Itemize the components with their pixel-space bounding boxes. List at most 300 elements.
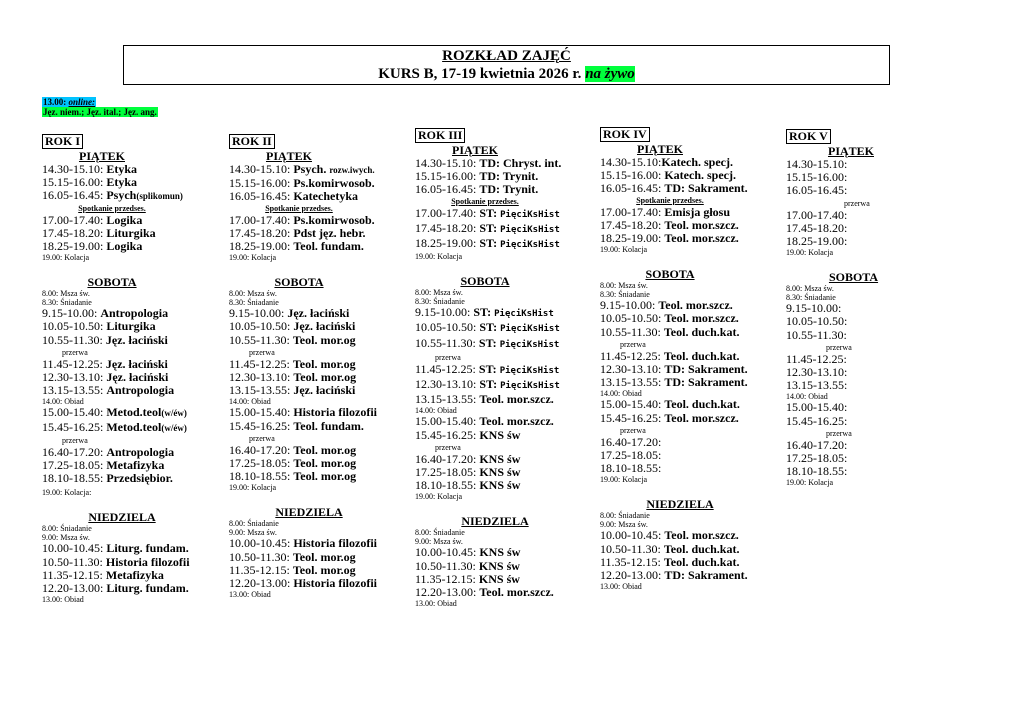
lesson-row	[42, 384, 217, 397]
day-saturday: SOBOTA	[274, 275, 324, 290]
lesson-time: 16.05-16.45:	[42, 188, 107, 203]
lesson-time: 13.15-13.55:	[600, 375, 665, 390]
lesson-time: 17.45-18.20:	[415, 220, 480, 235]
break-note: przerwa	[62, 347, 88, 357]
lesson-time: 18.25-19.00:	[786, 234, 848, 249]
page-title: ROZKŁAD ZAJĘĆ	[442, 48, 571, 64]
lesson-subject: Emisja głosu	[664, 204, 731, 219]
mass-note: 9.00: Msza św.	[42, 533, 90, 543]
mass-note: 8.00: Msza św.	[229, 289, 277, 299]
lesson-time: 14.30-15.10:	[42, 162, 107, 176]
lesson-subject: Teol. mor.szcz.	[664, 217, 739, 232]
lesson-subject: Teol. mor.og	[293, 456, 357, 471]
lesson-time: 17.45-18.20:	[600, 217, 665, 232]
lesson-time: 18.25-19.00:	[42, 239, 107, 254]
lesson-subject: Historia filozofii	[293, 576, 377, 591]
lesson-subject: Teol. mor.og	[292, 356, 356, 371]
lesson-time: 15.15-16.00:	[786, 170, 848, 185]
lesson-subject-note: PięciKsHist	[500, 381, 560, 392]
lesson-time: 18.10-18.55:	[42, 471, 107, 486]
lesson-subject: Historia filozofii	[293, 405, 377, 420]
day-friday: PIĄTEK	[827, 144, 874, 158]
lesson-subject: Liturgika	[106, 225, 156, 240]
mass-note: 8.00: Msza św.	[42, 289, 90, 299]
dinner-note: 19.00: Kolacja	[600, 245, 648, 255]
lunch-note: 13.00: Obiad	[415, 599, 457, 609]
lesson-subject: Metod.teol	[106, 405, 162, 420]
lesson-time: 13.15-13.55:	[42, 383, 107, 398]
lesson-time: 17.00-17.40:	[786, 207, 848, 222]
lesson-time: 10.50-11.30:	[229, 549, 293, 564]
lesson-subject: Teol. mor.szcz.	[658, 298, 733, 313]
lesson-subject-note: PięciKsHist	[500, 324, 560, 335]
lesson-time: 17.00-17.40:	[415, 205, 480, 220]
lesson-row	[229, 470, 404, 483]
dinner-note: 19.00: Kolacja	[415, 492, 463, 502]
lesson-row	[786, 379, 961, 392]
lesson-subject: Teol. duch.kat.	[664, 397, 740, 412]
lesson-row	[600, 462, 775, 475]
mass-note: 9.00: Msza św.	[600, 520, 648, 530]
lesson-subject-note: PięciKsHist	[500, 209, 560, 220]
lesson-row	[415, 321, 590, 336]
lesson-time: 15.45-16.25:	[786, 413, 848, 428]
day-friday: PIĄTEK	[265, 149, 312, 163]
lesson-subject: TD: Trynit.	[479, 169, 539, 184]
lesson-time: 10.00-10.45:	[229, 536, 294, 551]
lesson-subject: Teol. mor.szcz.	[479, 414, 554, 429]
lesson-row	[786, 329, 961, 342]
lesson-subject-note: (w/éw)	[161, 422, 187, 433]
lesson-subject: TD: Sakrament.	[664, 568, 748, 583]
lesson-time: 12.20-13.00:	[600, 568, 665, 583]
lesson-subject: TD: Sakrament.	[664, 375, 748, 390]
lesson-time: 15.00-15.40:	[42, 405, 107, 420]
lesson-subject: Liturg. fundam.	[106, 541, 189, 556]
lesson-time: 15.15-16.00:	[229, 176, 294, 191]
lesson-row	[600, 232, 775, 245]
lesson-subject: ST:	[479, 320, 501, 335]
lesson-subject: KNS św	[479, 478, 521, 493]
lesson-row	[415, 207, 590, 222]
lesson-time: 18.10-18.55:	[786, 464, 848, 479]
lesson-time: 10.05-10.50:	[786, 314, 848, 329]
lesson-subject: Teol. duch.kat.	[663, 541, 740, 556]
break-note: przerwa	[249, 347, 275, 357]
lunch-note: 14.00: Obiad	[415, 406, 457, 416]
online-time-line	[42, 97, 96, 107]
lesson-row	[415, 378, 590, 393]
rok-label: ROK V	[786, 129, 831, 144]
lesson-subject: Metafizyka	[106, 458, 165, 473]
lesson-time: 12.30-13.10:	[229, 370, 294, 385]
rok-label: ROK IV	[600, 127, 650, 142]
lesson-subject: Logika	[106, 239, 143, 254]
lesson-row	[229, 334, 404, 347]
day-sunday: NIEDZIELA	[646, 497, 714, 512]
lesson-row	[415, 586, 590, 599]
lesson-subject: Teol. duch.kat.	[663, 554, 740, 569]
breakfast-note: 8.30: Śniadanie	[42, 298, 92, 308]
lesson-time: 16.05-16.45:	[229, 189, 294, 204]
column-rok-2	[229, 132, 404, 599]
lesson-subject: Jęz. łaciński	[287, 306, 350, 321]
lesson-time: 11.35-12.15:	[415, 571, 479, 586]
lesson-time: 10.05-10.50:	[600, 311, 665, 326]
break-note: przerwa	[249, 433, 275, 443]
lesson-time: 17.25-18.05:	[415, 465, 480, 480]
lesson-row	[415, 237, 590, 252]
lesson-time: 10.55-11.30:	[42, 332, 106, 347]
break-note: przerwa	[826, 342, 852, 352]
lesson-subject: Psych.	[293, 162, 330, 176]
lesson-time: 10.00-10.45:	[42, 541, 107, 556]
lesson-subject: TD: Trynit.	[479, 182, 539, 197]
lesson-subject: Katech. specj.	[661, 155, 733, 169]
lesson-time: 15.00-15.40:	[415, 414, 480, 429]
break-note: przerwa	[62, 435, 88, 445]
lesson-subject: KNS św	[478, 571, 520, 586]
lesson-subject: Ps.komirwosob.	[293, 176, 375, 191]
lesson-subject: Teol. mor.og	[292, 562, 356, 577]
lesson-row	[600, 569, 775, 582]
lesson-subject: Antropologia	[100, 306, 169, 321]
lesson-time: 16.40-17.20:	[786, 437, 848, 452]
lesson-row	[415, 429, 590, 442]
mass-note: 9.00: Msza św.	[229, 528, 277, 538]
lesson-subject: Ps.komirwosob.	[293, 212, 375, 227]
lesson-subject: KNS św	[479, 465, 521, 480]
lesson-subject: Teol. mor.szcz.	[664, 231, 739, 246]
lesson-time: 10.05-10.50:	[229, 319, 294, 334]
lesson-time: 10.55-11.30:	[415, 335, 479, 350]
lesson-subject: KNS św	[479, 427, 521, 442]
lesson-time: 14.30-15.10:	[415, 156, 480, 170]
lesson-time: 17.45-18.20:	[42, 225, 107, 240]
lunch-note: 14.00: Obiad	[600, 389, 642, 399]
lesson-subject: TD: Sakrament.	[664, 362, 748, 377]
lesson-row	[42, 421, 217, 435]
lesson-time: 11.45-12.25:	[415, 361, 479, 376]
lunch-note: 13.00: Obiad	[600, 582, 642, 592]
page-subtitle	[124, 65, 889, 83]
lesson-time: 12.30-13.10:	[600, 362, 665, 377]
lesson-time: 11.45-12.25:	[786, 351, 847, 366]
lesson-subject: Katechetyka	[293, 189, 358, 204]
lesson-time: 15.45-16.25:	[415, 427, 480, 442]
breakfast-note: 8.30: Śniadanie	[415, 297, 465, 307]
lesson-time: 17.25-18.05:	[42, 458, 107, 473]
lesson-time: 16.05-16.45:	[600, 181, 665, 196]
lesson-subject: KNS św	[479, 545, 521, 560]
column-rok-5	[786, 127, 961, 487]
lesson-row	[229, 577, 404, 590]
lesson-subject: KNS św	[479, 451, 521, 466]
lesson-time: 15.00-15.40:	[229, 405, 294, 420]
dinner-note: 19.00: Kolacja	[415, 252, 463, 262]
lesson-row	[600, 412, 775, 425]
lesson-time: 14.30-15.10:	[229, 162, 294, 176]
lesson-time: 10.05-10.50:	[42, 319, 107, 334]
break-note: przerwa	[620, 425, 646, 435]
lesson-subject: Pdst jęz. hebr.	[293, 225, 366, 240]
day-saturday: SOBOTA	[87, 275, 137, 290]
lesson-time: 13.15-13.55:	[229, 383, 294, 398]
lesson-time: 10.55-11.30:	[600, 324, 664, 339]
lesson-time: 15.00-15.40:	[786, 400, 848, 415]
lesson-time: 15.45-16.25:	[600, 410, 665, 425]
lesson-subject-note: PięciKsHist	[500, 240, 560, 251]
mass-note: 8.00: Msza św.	[786, 284, 834, 294]
lesson-row	[229, 384, 404, 397]
lesson-subject: KNS św	[478, 558, 520, 573]
lesson-time: 12.20-13.00:	[42, 581, 107, 596]
lesson-time: 16.40-17.20:	[415, 451, 480, 466]
meeting-note: Spotkanie przedses.	[451, 196, 519, 206]
meeting-note: Spotkanie przedses.	[265, 203, 333, 213]
lesson-subject: Teol. duch.kat.	[663, 324, 740, 339]
breakfast-note: 8.00: Śniadanie	[415, 528, 465, 538]
lesson-time: 10.00-10.45:	[415, 545, 480, 560]
lesson-row	[415, 306, 590, 321]
online-note	[42, 97, 158, 117]
lesson-time: 10.00-10.45:	[600, 528, 665, 543]
lesson-time: 9.15-10.00:	[415, 305, 474, 320]
lesson-row	[229, 420, 404, 433]
lesson-time: 10.55-11.30:	[229, 332, 293, 347]
lesson-subject: Historia filozofii	[293, 536, 377, 551]
lesson-subject: Antropologia	[106, 383, 175, 398]
lesson-row	[786, 415, 961, 428]
lesson-row	[42, 240, 217, 253]
lesson-subject: Teol. mor.szcz.	[664, 311, 739, 326]
breakfast-note: 8.00: Śniadanie	[600, 511, 650, 521]
lesson-row	[415, 479, 590, 492]
lesson-subject: Teol. mor.szcz.	[479, 392, 554, 407]
lesson-time: 13.15-13.55:	[786, 378, 848, 393]
lesson-subject: Teol. mor.szcz.	[479, 585, 554, 600]
lesson-row	[600, 326, 775, 339]
lesson-subject-note: PięciKsHist	[494, 309, 554, 320]
lesson-time: 18.25-19.00:	[600, 231, 665, 246]
lunch-note: 13.00: Obiad	[42, 595, 84, 605]
lesson-time: 12.30-13.10:	[786, 365, 848, 380]
lesson-subject: Katech. specj.	[664, 168, 736, 183]
mass-note: 8.00: Msza św.	[600, 281, 648, 291]
column-rok-1	[42, 132, 217, 604]
lesson-subject: Liturgika	[106, 319, 156, 334]
day-sunday: NIEDZIELA	[88, 510, 156, 525]
dinner-note: 19.00: Kolacja	[600, 475, 648, 485]
lesson-subject: Liturg. fundam.	[106, 581, 189, 596]
break-note: przerwa	[844, 198, 870, 208]
lesson-subject: Teol. mor.og	[292, 332, 356, 347]
dinner-note: 19.00: Kolacja	[786, 478, 834, 488]
lesson-row	[415, 222, 590, 237]
lesson-time: 11.45-12.25:	[229, 356, 293, 371]
lesson-row	[42, 406, 217, 420]
lesson-time: 11.35-12.15:	[229, 562, 293, 577]
mass-note: 8.00: Msza św.	[415, 288, 463, 298]
lesson-subject: TD: Chryst. int.	[479, 156, 562, 170]
lesson-subject: Przedsiębior.	[106, 471, 173, 486]
lesson-subject: Logika	[106, 212, 143, 227]
lunch-note: 13.00: Obiad	[229, 590, 271, 600]
lesson-subject: ST:	[473, 305, 495, 320]
lesson-row	[42, 189, 217, 203]
lesson-row	[600, 182, 775, 195]
lesson-subject-note: rozw.iwych.	[329, 165, 375, 175]
lesson-time: 17.25-18.05:	[786, 451, 848, 466]
lesson-row	[42, 334, 217, 347]
lesson-time: 14.30-15.10:	[600, 155, 662, 169]
lesson-time: 12.20-13.00:	[229, 576, 294, 591]
lesson-subject: Jęz. łaciński	[293, 383, 356, 398]
lesson-time: 17.25-18.05:	[600, 448, 662, 463]
lesson-time: 18.10-18.55:	[229, 469, 294, 484]
break-note: przerwa	[435, 352, 461, 362]
subtitle-text: KURS B, 17-19 kwietnia 2026 r.	[378, 66, 586, 82]
lesson-subject: Metod.teol	[106, 419, 162, 434]
lesson-subject: TD: Sakrament.	[664, 181, 748, 196]
online-label: online:	[68, 97, 96, 107]
lesson-time: 17.45-18.20:	[229, 225, 294, 240]
rok-label: ROK II	[229, 134, 275, 149]
lesson-time: 11.35-12.15:	[600, 554, 664, 569]
lesson-subject: Etyka	[106, 175, 138, 190]
lesson-subject: Teol. mor.og	[293, 370, 357, 385]
lesson-time: 9.15-10.00:	[600, 298, 659, 313]
dinner-note: 19.00: Kolacja	[229, 253, 277, 263]
lesson-time: 18.25-19.00:	[229, 239, 294, 254]
lesson-subject: Antropologia	[106, 444, 175, 459]
lesson-subject: Teol. fundam.	[293, 239, 364, 254]
breakfast-note: 8.00: Śniadanie	[229, 519, 279, 529]
lesson-time: 10.55-11.30:	[786, 327, 847, 342]
break-note: przerwa	[826, 428, 852, 438]
meeting-note: Spotkanie przedses.	[78, 203, 146, 213]
day-saturday: SOBOTA	[645, 267, 695, 282]
lesson-time: 15.15-16.00:	[415, 169, 480, 184]
day-saturday: SOBOTA	[828, 270, 879, 285]
lesson-subject: Historia filozofii	[105, 554, 190, 569]
lesson-time: 11.45-12.25:	[42, 356, 106, 371]
lesson-subject: ST:	[478, 335, 500, 350]
lesson-subject: ST:	[478, 361, 500, 376]
rok-label: ROK III	[415, 128, 465, 143]
lesson-subject-note: (splikomun)	[136, 191, 183, 202]
lesson-subject: ST:	[479, 236, 501, 251]
lesson-subject: ST:	[479, 377, 501, 392]
day-sunday: NIEDZIELA	[461, 514, 529, 529]
breakfast-note: 8.30: Śniadanie	[600, 290, 650, 300]
lesson-row	[600, 376, 775, 389]
lesson-time: 9.15-10.00:	[786, 301, 842, 316]
lesson-time: 12.30-13.10:	[42, 370, 107, 385]
lesson-row	[42, 472, 217, 485]
lesson-time: 16.05-16.45:	[415, 182, 480, 197]
break-note: przerwa	[435, 442, 461, 452]
lesson-subject: Teol. mor.og	[292, 549, 356, 564]
lunch-note: 14.00: Obiad	[229, 397, 271, 407]
dinner-note: 19.00: Kolacja	[786, 248, 834, 258]
column-rok-3	[415, 126, 590, 608]
lesson-subject: Teol. duch.kat.	[663, 348, 740, 363]
lesson-time: 16.40-17.20:	[600, 434, 662, 449]
lesson-time: 9.15-10.00:	[42, 306, 101, 321]
lesson-subject: ST:	[479, 220, 501, 235]
lesson-time: 17.00-17.40:	[229, 212, 294, 227]
lesson-row	[415, 183, 590, 196]
breakfast-note: 8.30: Śniadanie	[229, 298, 279, 308]
lesson-time: 9.15-10.00:	[229, 306, 288, 321]
lesson-time: 10.50-11.30:	[600, 541, 664, 556]
lesson-subject: Jęz. łaciński	[106, 370, 169, 385]
lunch-note: 14.00: Obiad	[786, 392, 828, 402]
dinner-note: 19.00: Kolacja	[229, 483, 277, 493]
lesson-time: 14.30-15.10:	[786, 157, 848, 171]
breakfast-note: 8.30: Śniadanie	[786, 293, 836, 303]
lesson-time: 17.00-17.40:	[42, 212, 107, 227]
lesson-time: 11.35-12.15:	[42, 567, 106, 582]
lesson-time: 18.25-19.00:	[415, 236, 480, 251]
lesson-subject: Jęz. łaciński	[293, 319, 356, 334]
lesson-time: 15.00-15.40:	[600, 397, 665, 412]
lesson-subject-note: PięciKsHist	[499, 365, 560, 376]
day-friday: PIĄTEK	[636, 142, 683, 156]
lesson-time: 13.15-13.55:	[415, 392, 480, 407]
meeting-note: Spotkanie przedses.	[636, 195, 704, 205]
lesson-subject-note: PięciKsHist	[500, 224, 560, 235]
lesson-time: 15.45-16.25:	[229, 418, 294, 433]
lesson-row	[786, 465, 961, 478]
lesson-time: 17.45-18.20:	[786, 220, 848, 235]
lesson-time: 16.40-17.20:	[42, 444, 107, 459]
day-sunday: NIEDZIELA	[275, 505, 343, 520]
dinner-note: 19.00: Kolacja	[42, 253, 90, 263]
lesson-subject-note: (w/éw)	[161, 408, 187, 419]
lesson-time: 15.15-16.00:	[42, 175, 107, 190]
rok-label: ROK I	[42, 134, 83, 149]
lesson-row	[229, 190, 404, 203]
day-friday: PIĄTEK	[78, 149, 125, 163]
mass-note: 9.00: Msza św.	[415, 537, 463, 547]
lesson-time: 15.45-16.25:	[42, 419, 107, 434]
lesson-time: 11.45-12.25:	[600, 348, 664, 363]
lesson-time: 10.50-11.30:	[415, 558, 479, 573]
lesson-time: 12.20-13.00:	[415, 585, 480, 600]
lesson-time: 16.40-17.20:	[229, 442, 294, 457]
lesson-subject: Jęz. łaciński	[105, 356, 168, 371]
lesson-row	[786, 184, 961, 197]
day-friday: PIĄTEK	[451, 143, 498, 157]
online-languages: Jęz. niem.; Jęz. ital.; Jęz. ang.	[43, 107, 157, 117]
breakfast-note: 8.00: Śniadanie	[42, 524, 92, 534]
column-rok-4	[600, 125, 775, 591]
lesson-row	[229, 163, 404, 177]
lesson-row	[42, 582, 217, 595]
lesson-subject: Teol. fundam.	[293, 418, 364, 433]
lesson-subject: Metafizyka	[105, 567, 164, 582]
schedule-title-box	[123, 45, 890, 85]
lesson-time: 12.30-13.10:	[415, 377, 480, 392]
lesson-time: 16.05-16.45:	[786, 183, 848, 198]
break-note: przerwa	[620, 339, 646, 349]
lesson-row	[786, 235, 961, 248]
lunch-note: 14.00: Obiad	[42, 397, 84, 407]
lesson-row	[415, 337, 590, 352]
lesson-time: 18.10-18.55:	[600, 461, 662, 476]
